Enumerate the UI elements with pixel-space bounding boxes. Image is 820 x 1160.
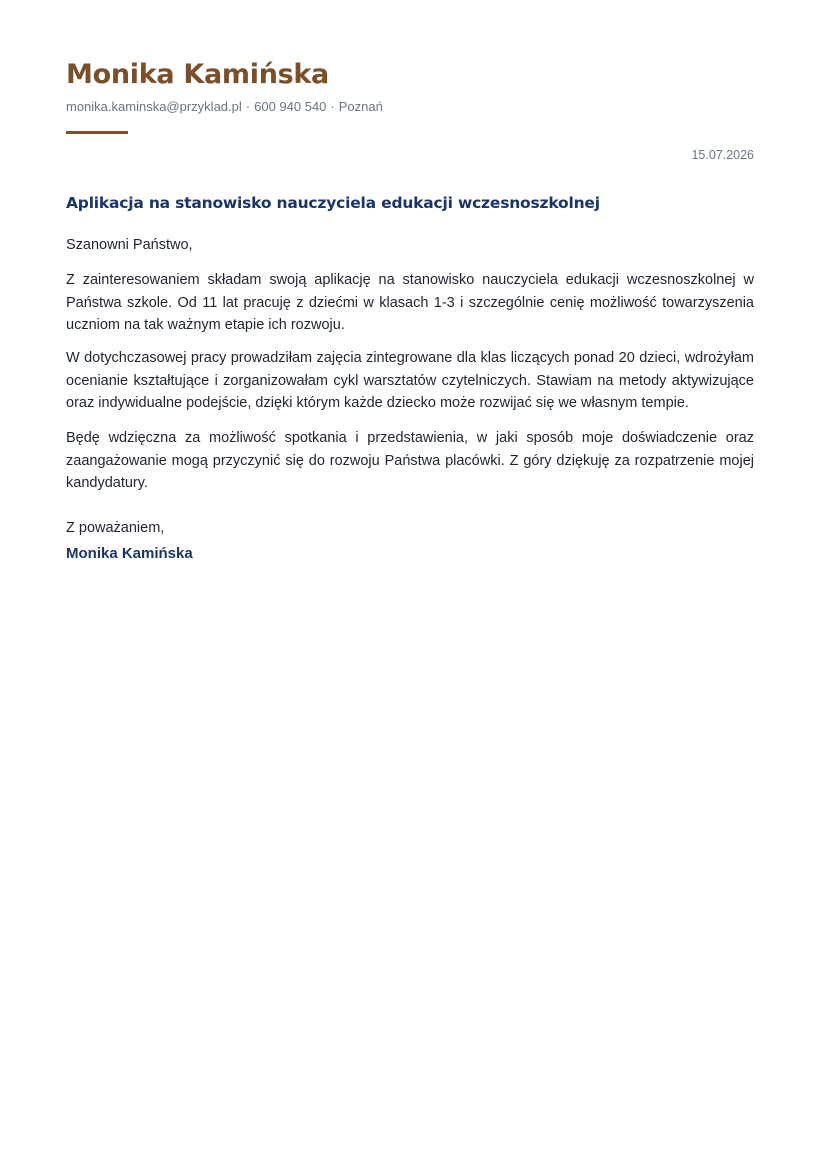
- contact-email: monika.kaminska@przyklad.pl: [66, 99, 242, 114]
- accent-rule: [66, 131, 128, 134]
- letter-subject: Aplikacja na stanowisko nauczyciela edukacji wczesnoszkolnej: [66, 194, 600, 212]
- contact-city: Poznań: [338, 99, 383, 114]
- body-paragraph: Będę wdzięczna za możliwość spotkania i przedstawienia, w jaki sposób moje doświadczenie oraz zaangażowanie mogą przyczynić się do rozwoju Państwa placówki. Z góry dziękuję za rozpatrzenie mojej kandydatury.: [66, 430, 754, 491]
- body-paragraph: Z zainteresowaniem składam swoją aplikację na stanowisko nauczyciela edukacji wczesnoszkolnej w Państwa szkole. Od 11 lat pracuję z dziećmi w klasach 1-3 i szczególnie cenię możliwość towarzyszenia uczniom na tak ważnym etapie ich rozwoju.: [66, 272, 754, 333]
- contact-separator: ·: [245, 99, 251, 114]
- closing: Z poważaniem,: [66, 520, 165, 536]
- sender-name: Monika Kamińska: [66, 59, 329, 90]
- contact-phone: 600 940 540: [254, 99, 327, 114]
- body-paragraph: W dotychczasowej pracy prowadziłam zajęcia zintegrowane dla klas liczących ponad 20 dzieci, wdrożyłam ocenianie kształtujące i zorganizowałam cykl warsztatów czytelniczych. Stawiam na metody aktywizujące oraz indywidualne podejście, dzięki którym każde dziecko może rozwijać się we własnym tempie.: [66, 350, 754, 411]
- signature: Monika Kamińska: [66, 545, 193, 562]
- letter-date: 15.07.2026: [691, 148, 754, 162]
- contact-separator: ·: [330, 99, 335, 114]
- contact-line: [66, 98, 383, 116]
- salutation: Szanowni Państwo,: [66, 237, 193, 253]
